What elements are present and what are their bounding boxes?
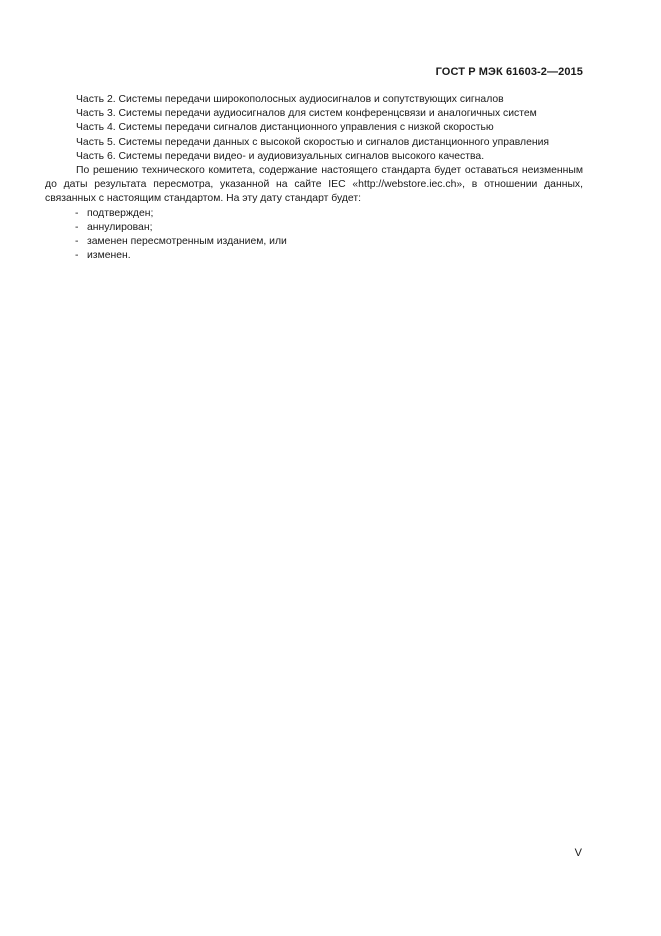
list-dash: -	[75, 207, 79, 219]
list-dash: -	[75, 221, 79, 233]
part-5-line: Часть 5. Системы передачи данных с высокой скоростью и сигналов дистанционного управления	[76, 136, 550, 148]
part-2-line: Часть 2. Системы передачи широкополосных аудиосигналов и сопутствующих сигналов	[76, 94, 504, 105]
document-body	[45, 93, 583, 263]
status-option-label: подтвержден;	[87, 207, 154, 219]
status-options-list	[45, 207, 583, 264]
part-3-line: Часть 3. Системы передачи аудиосигналов для систем конференцсвязи и аналогичных систем	[76, 108, 537, 120]
status-option-amended	[45, 249, 583, 263]
list-dash: -	[75, 236, 79, 248]
part-4-line: Часть 4. Системы передачи сигналов дистанционного управления с низкой скоростью	[76, 122, 494, 134]
parts-list	[45, 93, 583, 164]
status-option-label: изменен.	[87, 250, 131, 262]
status-option-label: заменен пересмотренным изданием, или	[87, 236, 287, 248]
decision-paragraph: По решению технического комитета, содержание настоящего стандарта будет оставаться неизменным до даты результата пересмотра, указанной на сайте IEC «http://webstore.iec.ch», в отношении данных, связанных с настоящим стандартом. На эту дату стандарт будет:	[45, 165, 583, 205]
part-6-line: Часть 6. Системы передачи видео- и аудиовизуальных сигналов высокого качества.	[76, 150, 485, 162]
status-option-replaced	[45, 235, 583, 249]
standard-code-header: ГОСТ Р МЭК 61603-2—2015	[435, 66, 583, 78]
status-option-cancelled	[45, 221, 583, 235]
status-option-label: аннулирован;	[87, 221, 153, 233]
list-dash: -	[75, 250, 79, 262]
status-option-confirmed	[45, 207, 583, 221]
page-number: V	[574, 847, 582, 859]
